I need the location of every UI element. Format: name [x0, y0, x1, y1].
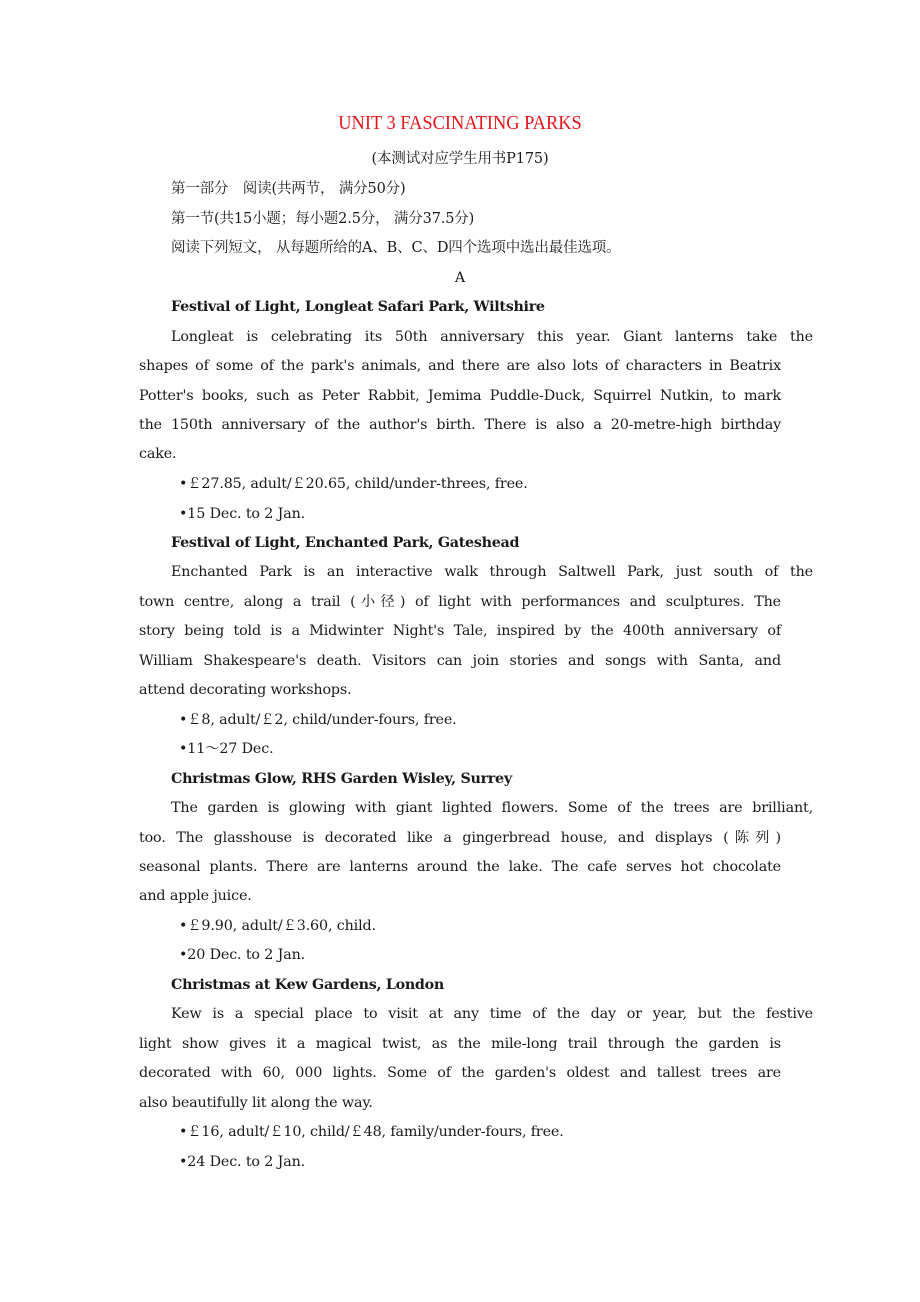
passage-line: attend decorating workshops. [139, 682, 352, 698]
passage-line: also beautifully lit along the way. [139, 1095, 373, 1111]
passage-line: and apple juice. [139, 888, 252, 904]
part-heading: 第一部分 阅读(共两节， 满分50分) [171, 181, 406, 197]
passage-line: cake. [139, 446, 177, 462]
price-item: •￡27.85, adult/￡20.65, child/under-threes, free. [179, 476, 528, 492]
passage-heading: Christmas at Kew Gardens, London [171, 977, 444, 993]
passage-line: seasonal plants. There are lanterns around the lake. The cafe serves hot chocolate [139, 859, 781, 875]
date-item: •20 Dec. to 2 Jan. [179, 947, 306, 963]
passage-line: the 150th anniversary of the author's birth. There is also a 20-metre-high birthday [139, 417, 781, 433]
passage-line: William Shakespeare's death. Visitors can join stories and songs with Santa, and [139, 653, 781, 669]
price-item: •￡9.90, adult/￡3.60, child. [179, 918, 376, 934]
section-heading: 第一节(共15小题；每小题2.5分， 满分37.5分) [171, 211, 475, 227]
passage-line: Enchanted Park is an interactive walk through Saltwell Park, just south of the [171, 564, 813, 580]
passage-heading: Festival of Light, Longleat Safari Park, Wiltshire [171, 299, 545, 315]
passage-line: shapes of some of the park's animals, and there are also lots of characters in Beatrix [139, 358, 781, 374]
price-item: •￡16, adult/￡10, child/￡48, family/under-fours, free. [179, 1124, 564, 1140]
passage-line: The garden is glowing with giant lighted flowers. Some of the trees are brilliant, [171, 800, 813, 816]
passage-line: Longleat is celebrating its 50th anniversary this year. Giant lanterns take the [171, 329, 813, 345]
price-item: •￡8, adult/￡2, child/under-fours, free. [179, 712, 457, 728]
passage-line: too. The glasshouse is decorated like a gingerbread house, and displays (陈列) [139, 830, 781, 846]
unit-title: UNIT 3 FASCINATING PARKS [338, 112, 582, 134]
passage-line: town centre, along a trail (小径) of light with performances and sculptures. The [139, 594, 781, 610]
passage-line: Kew is a special place to visit at any time of the day or year, but the festive [171, 1006, 813, 1022]
passage-line: decorated with 60, 000 lights. Some of the garden's oldest and tallest trees are [139, 1065, 781, 1081]
passage-line: story being told is a Midwinter Night's Tale, inspired by the 400th anniversary of [139, 623, 781, 639]
instructions: 阅读下列短文， 从每题所给的A、B、C、D四个选项中选出最佳选项。 [171, 240, 621, 256]
passage-heading: Festival of Light, Enchanted Park, Gateshead [171, 535, 520, 551]
passage-line: Potter's books, such as Peter Rabbit, Jemima Puddle-Duck, Squirrel Nutkin, to mark [139, 388, 781, 404]
passage-heading: Christmas Glow, RHS Garden Wisley, Surrey [171, 771, 512, 787]
passage-label: A [454, 270, 466, 286]
date-item: •24 Dec. to 2 Jan. [179, 1154, 306, 1170]
date-item: •11～27 Dec. [179, 741, 274, 757]
passage-line: light show gives it a magical twist, as the mile-long trail through the garden is [139, 1036, 781, 1052]
subtitle: (本测试对应学生用书P175) [371, 151, 549, 167]
date-item: •15 Dec. to 2 Jan. [179, 506, 306, 522]
